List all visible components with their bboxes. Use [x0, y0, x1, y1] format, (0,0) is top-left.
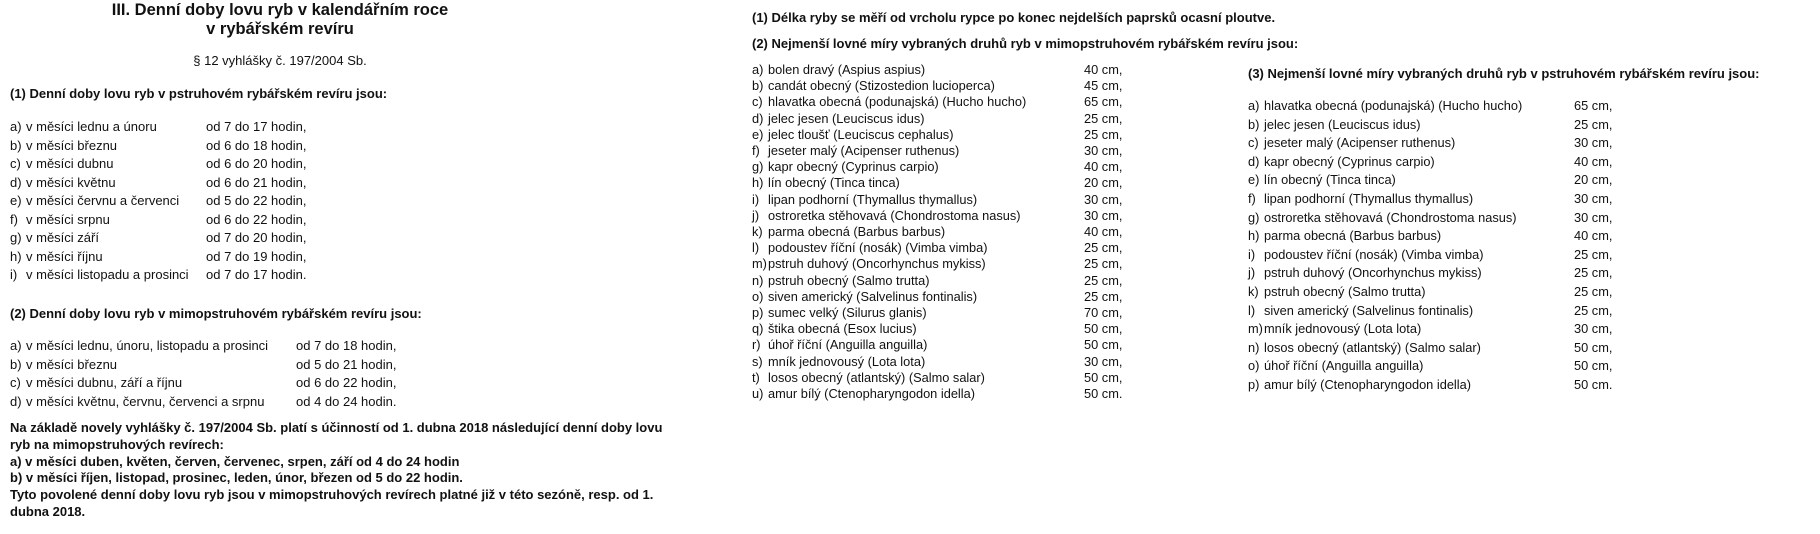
- row-key: i): [1248, 246, 1256, 262]
- row-key: s): [752, 353, 763, 369]
- row-hours: od 7 do 19 hodin,: [206, 248, 307, 264]
- row-hours: od 6 do 22 hodin,: [296, 375, 397, 390]
- species-name: podoustev říční (nosák) (Vimba vimba): [1264, 246, 1484, 262]
- size-row: [1248, 247, 1612, 263]
- note-line: ryb na mimopstruhových revírech:: [10, 436, 224, 452]
- species-name: mník jednovousý (Lota lota): [768, 353, 926, 369]
- species-name: kapr obecný (Cyprinus carpio): [768, 159, 939, 175]
- species-name: amur bílý (Ctenopharyngodon idella): [768, 386, 975, 401]
- hours-row: [10, 393, 396, 411]
- species-name: losos obecný (atlantský) (Salmo salar): [768, 369, 985, 385]
- size-row: [752, 305, 1122, 321]
- row-period: v měsíci březnu: [26, 356, 118, 372]
- species-name: pstruh duhový (Oncorhynchus mykiss): [768, 256, 986, 272]
- row-period: v měsíci červnu a červenci: [26, 193, 180, 208]
- species-name: losos obecný (atlantský) (Salmo salar): [1264, 339, 1481, 355]
- size-row: [752, 208, 1122, 224]
- row-key: d): [1248, 153, 1260, 169]
- species-name: sumec velký (Silurus glanis): [768, 305, 927, 320]
- row-key: c): [10, 375, 21, 390]
- row-key: o): [1248, 358, 1260, 374]
- min-length: 50 cm,: [1574, 339, 1613, 355]
- row-period: v měsíci lednu a únoru: [26, 119, 157, 134]
- species-name: parma obecná (Barbus barbus): [1264, 228, 1442, 244]
- size-row: [752, 273, 1122, 289]
- title-line-1: III. Denní doby lovu ryb v kalendářním roce: [111, 1, 449, 19]
- species-name: hlavatka obecná (podunajská) (Hucho hucho): [1264, 98, 1523, 113]
- hours-row: [10, 211, 306, 229]
- size-row: [752, 143, 1122, 159]
- row-key: a): [10, 338, 22, 353]
- size-row: [1248, 172, 1612, 188]
- species-name: siven americký (Salvelinus fontinalis): [1264, 302, 1474, 318]
- row-key: m): [752, 256, 767, 272]
- hours-row: [10, 229, 306, 247]
- size-row: [1248, 191, 1612, 207]
- size-row: [1248, 135, 1612, 151]
- row-key: u): [752, 386, 764, 401]
- row-key: g): [10, 230, 22, 245]
- row-key: a): [1248, 98, 1260, 113]
- row-key: q): [752, 321, 764, 337]
- min-length: 50 cm,: [1084, 321, 1123, 337]
- min-length: 25 cm,: [1574, 116, 1613, 132]
- hours-row: [10, 155, 306, 173]
- row-key: d): [10, 393, 22, 409]
- min-length: 40 cm,: [1084, 62, 1123, 77]
- row-key: k): [752, 224, 763, 239]
- size-row: [752, 224, 1122, 240]
- species-name: podoustev říční (nosák) (Vimba vimba): [768, 240, 988, 256]
- row-key: i): [752, 191, 760, 207]
- min-length: 20 cm,: [1574, 172, 1613, 188]
- size-row: [752, 62, 1122, 78]
- row-key: n): [752, 272, 764, 288]
- row-key: e): [1248, 172, 1260, 188]
- amendment-note: [10, 420, 750, 521]
- size-row: [1248, 340, 1612, 356]
- species-name: ostroretka stěhovavá (Chondrostoma nasus): [1264, 209, 1517, 225]
- species-name: bolen dravý (Aspius aspius): [768, 62, 926, 77]
- min-length: 30 cm,: [1574, 321, 1613, 337]
- size-row: [752, 289, 1122, 305]
- row-key: g): [752, 159, 764, 175]
- species-name: jelec jesen (Leuciscus idus): [768, 110, 925, 126]
- row-hours: od 7 do 18 hodin,: [296, 338, 397, 353]
- size-row: [1248, 377, 1612, 393]
- trout-sizes-heading: (3) Nejmenší lovné míry vybraných druhů ryb v pstruhovém rybářském revíru jsou:: [1248, 66, 1760, 81]
- size-row: [752, 127, 1122, 143]
- row-key: b): [752, 78, 764, 94]
- min-length: 65 cm,: [1574, 98, 1613, 113]
- measure-rule-text: (1) Délka ryby se měří od vrcholu rypce po konec nejdelších paprsků ocasní ploutve.: [752, 10, 1276, 25]
- row-hours: od 6 do 18 hodin,: [206, 137, 307, 153]
- nontrout-sizes-heading: (2) Nejmenší lovné míry vybraných druhů ryb v mimopstruhovém rybářském revíru jsou:: [752, 36, 1299, 51]
- min-length: 70 cm,: [1084, 305, 1123, 320]
- species-name: siven americký (Salvelinus fontinalis): [768, 288, 978, 304]
- min-length: 25 cm,: [1574, 284, 1613, 299]
- row-key: c): [752, 94, 763, 110]
- species-name: kapr obecný (Cyprinus carpio): [1264, 153, 1435, 169]
- row-period: v měsíci dubnu, září a říjnu: [26, 375, 183, 390]
- species-name: lipan podhorní (Thymallus thymallus): [768, 191, 978, 207]
- row-period: v měsíci lednu, únoru, listopadu a prosinci: [26, 338, 269, 353]
- min-length: 30 cm,: [1574, 191, 1613, 206]
- hours-row: [10, 137, 306, 155]
- size-row: [1248, 228, 1612, 244]
- row-key: r): [752, 337, 761, 353]
- min-length: 40 cm,: [1574, 153, 1613, 169]
- row-period: v měsíci březnu: [26, 137, 118, 153]
- size-row: [1248, 358, 1612, 374]
- size-row: [1248, 265, 1612, 281]
- size-row: [1248, 210, 1612, 226]
- min-length: 30 cm,: [1084, 191, 1123, 207]
- row-key: h): [752, 175, 764, 191]
- species-name: lipan podhorní (Thymallus thymallus): [1264, 191, 1474, 206]
- row-key: p): [1248, 377, 1260, 392]
- min-length: 30 cm,: [1084, 207, 1123, 223]
- size-row: [752, 111, 1122, 127]
- min-length: 65 cm,: [1084, 94, 1123, 110]
- min-length: 45 cm,: [1084, 78, 1123, 94]
- min-length: 40 cm,: [1084, 159, 1123, 175]
- min-length: 25 cm,: [1084, 126, 1123, 142]
- min-length: 25 cm,: [1084, 110, 1123, 126]
- row-key: l): [752, 240, 760, 256]
- species-name: jeseter malý (Acipenser ruthenus): [1264, 135, 1456, 151]
- species-name: úhoř říční (Anguilla anguilla): [1264, 358, 1424, 374]
- size-row: [1248, 284, 1612, 300]
- hours-row: [10, 356, 396, 374]
- species-name: pstruh obecný (Salmo trutta): [1264, 284, 1426, 299]
- row-hours: od 7 do 17 hodin,: [206, 119, 307, 134]
- row-key: g): [1248, 209, 1260, 225]
- row-key: d): [752, 110, 764, 126]
- hours-row: [10, 337, 396, 355]
- min-length: 25 cm,: [1084, 288, 1123, 304]
- species-name: hlavatka obecná (podunajská) (Hucho hucho): [768, 94, 1027, 110]
- row-key: a): [10, 119, 22, 134]
- row-key: j): [752, 207, 760, 223]
- hours-row: [10, 192, 306, 210]
- size-row: [752, 354, 1122, 370]
- row-key: d): [10, 174, 22, 190]
- section-nontrout-hours-heading: (2) Denní doby lovu ryb v mimopstruhovém rybářském revíru jsou:: [10, 306, 422, 321]
- species-name: mník jednovousý (Lota lota): [1264, 321, 1422, 337]
- min-length: 40 cm,: [1084, 224, 1123, 239]
- row-hours: od 7 do 20 hodin,: [206, 230, 307, 245]
- species-name: pstruh duhový (Oncorhynchus mykiss): [1264, 265, 1482, 281]
- row-period: v měsíci listopadu a prosinci: [26, 267, 189, 282]
- title-line-2: v rybářském revíru: [206, 20, 354, 38]
- hours-row: [10, 374, 396, 392]
- row-key: f): [10, 211, 18, 227]
- row-key: h): [1248, 228, 1260, 244]
- note-line: Tyto povolené denní doby lovu ryb jsou v mimopstruhových revírech platné již v této sezóně, resp. od 1.: [10, 487, 654, 503]
- row-hours: od 6 do 21 hodin,: [206, 174, 307, 190]
- row-key: b): [1248, 116, 1260, 132]
- min-length: 20 cm,: [1084, 175, 1123, 191]
- row-key: j): [1248, 265, 1256, 281]
- min-length: 30 cm,: [1084, 353, 1123, 369]
- row-period: v měsíci září: [26, 230, 99, 245]
- hours-row: [10, 118, 306, 136]
- note-line: Na základě novely vyhlášky č. 197/2004 Sb. platí s účinností od 1. dubna 2018 následující denní doby lovu: [10, 420, 663, 435]
- size-row: [1248, 303, 1612, 319]
- min-length: 25 cm,: [1574, 265, 1613, 281]
- species-name: jeseter malý (Acipenser ruthenus): [768, 143, 960, 158]
- species-name: štika obecná (Esox lucius): [768, 321, 917, 337]
- note-line: b) v měsíci říjen, listopad, prosinec, leden, únor, březen od 5 do 22 hodin.: [10, 470, 463, 486]
- min-length: 25 cm,: [1084, 256, 1123, 272]
- size-row: [752, 386, 1122, 402]
- row-key: e): [752, 126, 764, 142]
- row-period: v měsíci květnu, červnu, červenci a srpnu: [26, 393, 265, 409]
- row-hours: od 6 do 22 hodin,: [206, 211, 307, 227]
- hours-row: [10, 174, 306, 192]
- row-key: i): [10, 267, 18, 282]
- min-length: 40 cm,: [1574, 228, 1613, 244]
- species-name: amur bílý (Ctenopharyngodon idella): [1264, 377, 1471, 392]
- row-period: v měsíci říjnu: [26, 248, 103, 264]
- size-row: [1248, 117, 1612, 133]
- page-subtitle: § 12 vyhlášky č. 197/2004 Sb.: [193, 53, 367, 68]
- min-length: 30 cm,: [1084, 143, 1123, 158]
- size-row: [752, 240, 1122, 256]
- min-length: 50 cm,: [1084, 337, 1123, 353]
- size-row: [752, 370, 1122, 386]
- species-name: candát obecný (Stizostedion lucioperca): [768, 78, 995, 94]
- size-row: [752, 159, 1122, 175]
- min-length: 25 cm,: [1574, 246, 1613, 262]
- species-name: jelec tloušť (Leuciscus cephalus): [768, 126, 954, 142]
- species-name: pstruh obecný (Salmo trutta): [768, 272, 930, 288]
- row-hours: od 6 do 20 hodin,: [206, 156, 307, 171]
- row-key: t): [752, 369, 760, 385]
- row-key: e): [10, 193, 22, 208]
- min-length: 50 cm.: [1574, 377, 1613, 392]
- min-length: 25 cm,: [1084, 240, 1123, 256]
- row-key: m): [1248, 321, 1263, 337]
- row-key: l): [1248, 302, 1256, 318]
- note-line: a) v měsíci duben, květen, červen, červenec, srpen, září od 4 do 24 hodin: [10, 453, 460, 469]
- size-row: [752, 175, 1122, 191]
- hours-row: [10, 266, 306, 284]
- note-line: dubna 2018.: [10, 503, 86, 519]
- min-length: 50 cm.: [1084, 386, 1123, 401]
- row-hours: od 4 do 24 hodin.: [296, 393, 397, 409]
- min-length: 25 cm,: [1084, 272, 1123, 288]
- size-row: [752, 78, 1122, 94]
- size-row: [752, 256, 1122, 272]
- row-key: c): [10, 156, 21, 171]
- size-row: [1248, 321, 1612, 337]
- row-period: v měsíci dubnu: [26, 156, 114, 171]
- row-hours: od 5 do 21 hodin,: [296, 356, 397, 372]
- size-row: [752, 192, 1122, 208]
- species-name: lín obecný (Tinca tinca): [768, 175, 900, 191]
- size-row: [752, 321, 1122, 337]
- row-key: f): [752, 143, 760, 158]
- section-trout-hours-heading: (1) Denní doby lovu ryb v pstruhovém rybářském revíru jsou:: [10, 86, 388, 101]
- row-key: b): [10, 356, 22, 372]
- species-name: ostroretka stěhovavá (Chondrostoma nasus): [768, 207, 1021, 223]
- hours-row: [10, 248, 306, 266]
- row-key: k): [1248, 284, 1259, 299]
- row-key: a): [752, 62, 764, 77]
- row-hours: od 7 do 17 hodin.: [206, 267, 307, 282]
- species-name: úhoř říční (Anguilla anguilla): [768, 337, 928, 353]
- size-row: [1248, 154, 1612, 170]
- row-key: c): [1248, 135, 1259, 151]
- row-key: p): [752, 305, 764, 320]
- species-name: lín obecný (Tinca tinca): [1264, 172, 1396, 188]
- min-length: 30 cm,: [1574, 135, 1613, 151]
- row-key: n): [1248, 339, 1260, 355]
- size-row: [752, 94, 1122, 110]
- row-key: f): [1248, 191, 1256, 206]
- row-hours: od 5 do 22 hodin,: [206, 193, 307, 208]
- min-length: 50 cm,: [1084, 369, 1123, 385]
- row-period: v měsíci květnu: [26, 174, 116, 190]
- row-key: o): [752, 288, 764, 304]
- page-title: [10, 1, 550, 39]
- species-name: jelec jesen (Leuciscus idus): [1264, 116, 1421, 132]
- min-length: 25 cm,: [1574, 302, 1613, 318]
- min-length: 50 cm,: [1574, 358, 1613, 374]
- size-row: [1248, 98, 1612, 114]
- row-period: v měsíci srpnu: [26, 211, 110, 227]
- size-row: [752, 337, 1122, 353]
- row-key: b): [10, 137, 22, 153]
- row-key: h): [10, 248, 22, 264]
- species-name: parma obecná (Barbus barbus): [768, 224, 946, 239]
- min-length: 30 cm,: [1574, 209, 1613, 225]
